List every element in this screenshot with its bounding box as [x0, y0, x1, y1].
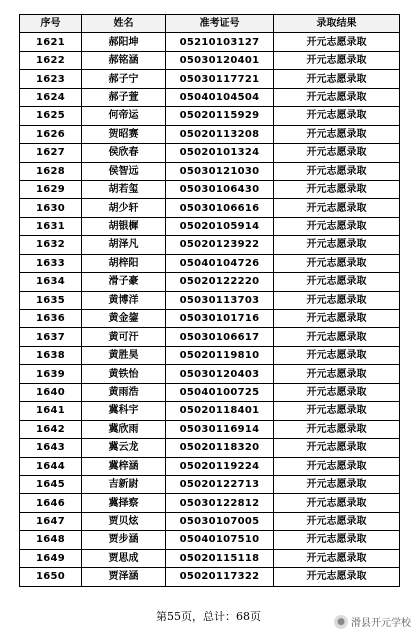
cell-serial: 1632 [20, 236, 82, 254]
cell-exam-number: 05020117322 [166, 568, 274, 586]
table-row [20, 328, 400, 346]
cell-name: 冀欣雨 [82, 420, 166, 438]
cell-serial: 1642 [20, 420, 82, 438]
cell-name: 冀云龙 [82, 439, 166, 457]
cell-exam-number: 05020122713 [166, 475, 274, 493]
cell-exam-number: 05020105914 [166, 217, 274, 235]
cell-name: 贾思成 [82, 549, 166, 567]
table-row [20, 199, 400, 217]
cell-result: 开元志愿录取 [274, 383, 400, 401]
cell-exam-number: 05030106617 [166, 328, 274, 346]
cell-serial: 1631 [20, 217, 82, 235]
cell-serial: 1627 [20, 144, 82, 162]
cell-exam-number: 05030106430 [166, 180, 274, 198]
cell-result: 开元志愿录取 [274, 439, 400, 457]
cell-name: 黄博洋 [82, 291, 166, 309]
cell-exam-number: 05020122220 [166, 273, 274, 291]
table-row [20, 254, 400, 272]
cell-name: 侯智远 [82, 162, 166, 180]
cell-name: 冀择察 [82, 494, 166, 512]
cell-serial: 1649 [20, 549, 82, 567]
cell-result: 开元志愿录取 [274, 88, 400, 106]
cell-exam-number: 05030113703 [166, 291, 274, 309]
cell-exam-number: 05020123922 [166, 236, 274, 254]
cell-exam-number: 05020113208 [166, 125, 274, 143]
cell-serial: 1625 [20, 107, 82, 125]
cell-name: 胡少轩 [82, 199, 166, 217]
table-body [20, 33, 400, 586]
table-row [20, 217, 400, 235]
cell-serial: 1641 [20, 402, 82, 420]
cell-result: 开元志愿录取 [274, 549, 400, 567]
watermark-text: 滑县开元学校 [351, 618, 411, 629]
cell-serial: 1626 [20, 125, 82, 143]
cell-serial: 1634 [20, 273, 82, 291]
cell-name: 滑子豪 [82, 273, 166, 291]
cell-result: 开元志愿录取 [274, 180, 400, 198]
table-row [20, 273, 400, 291]
cell-serial: 1647 [20, 512, 82, 530]
cell-serial: 1624 [20, 88, 82, 106]
cell-name: 冀梓涵 [82, 457, 166, 475]
cell-name: 贾贝炫 [82, 512, 166, 530]
table-row [20, 107, 400, 125]
cell-name: 胡梓阳 [82, 254, 166, 272]
cell-serial: 1635 [20, 291, 82, 309]
cell-exam-number: 05040100725 [166, 383, 274, 401]
table-row [20, 402, 400, 420]
cell-result: 开元志愿录取 [274, 328, 400, 346]
cell-exam-number: 05030121030 [166, 162, 274, 180]
cell-name: 黄铁怡 [82, 365, 166, 383]
table-row [20, 70, 400, 88]
cell-serial: 1643 [20, 439, 82, 457]
table-row [20, 439, 400, 457]
cell-name: 黄可汗 [82, 328, 166, 346]
cell-result: 开元志愿录取 [274, 475, 400, 493]
cell-name: 何帝运 [82, 107, 166, 125]
table-row [20, 144, 400, 162]
cell-exam-number: 05030106616 [166, 199, 274, 217]
cell-result: 开元志愿录取 [274, 457, 400, 475]
table-row [20, 310, 400, 328]
cell-serial: 1644 [20, 457, 82, 475]
table-row [20, 420, 400, 438]
cell-result: 开元志愿录取 [274, 568, 400, 586]
cell-name: 胡若玺 [82, 180, 166, 198]
cell-exam-number: 05020118401 [166, 402, 274, 420]
table-row [20, 125, 400, 143]
cell-result: 开元志愿录取 [274, 51, 400, 69]
cell-result: 开元志愿录取 [274, 402, 400, 420]
table-row [20, 365, 400, 383]
cell-serial: 1630 [20, 199, 82, 217]
cell-exam-number: 05020119810 [166, 346, 274, 364]
cell-serial: 1633 [20, 254, 82, 272]
table-row [20, 291, 400, 309]
table-row [20, 383, 400, 401]
cell-name: 胡银樨 [82, 217, 166, 235]
cell-name: 吉新尉 [82, 475, 166, 493]
table-row [20, 549, 400, 567]
cell-serial: 1639 [20, 365, 82, 383]
wechat-icon: ● [334, 615, 348, 629]
table-header-row [20, 15, 400, 33]
table-row [20, 51, 400, 69]
table-row [20, 494, 400, 512]
table-row [20, 180, 400, 198]
cell-exam-number: 05210103127 [166, 33, 274, 51]
cell-result: 开元志愿录取 [274, 291, 400, 309]
header-name: 姓名 [82, 15, 166, 33]
table-row [20, 531, 400, 549]
cell-serial: 1621 [20, 33, 82, 51]
cell-name: 郝子萱 [82, 88, 166, 106]
header-exam-number: 准考证号 [166, 15, 274, 33]
cell-exam-number: 05030107005 [166, 512, 274, 530]
cell-name: 黄胜昊 [82, 346, 166, 364]
cell-result: 开元志愿录取 [274, 310, 400, 328]
cell-result: 开元志愿录取 [274, 144, 400, 162]
cell-serial: 1636 [20, 310, 82, 328]
cell-result: 开元志愿录取 [274, 199, 400, 217]
cell-exam-number: 05030101716 [166, 310, 274, 328]
cell-result: 开元志愿录取 [274, 70, 400, 88]
admission-results-sheet [19, 14, 399, 587]
cell-result: 开元志愿录取 [274, 531, 400, 549]
cell-name: 贺昭赛 [82, 125, 166, 143]
cell-name: 胡泽凡 [82, 236, 166, 254]
table-row [20, 475, 400, 493]
cell-name: 黄金鋆 [82, 310, 166, 328]
cell-result: 开元志愿录取 [274, 162, 400, 180]
cell-serial: 1622 [20, 51, 82, 69]
table-row [20, 33, 400, 51]
cell-exam-number: 05020115929 [166, 107, 274, 125]
table-row [20, 512, 400, 530]
cell-serial: 1640 [20, 383, 82, 401]
cell-result: 开元志愿录取 [274, 107, 400, 125]
cell-result: 开元志愿录取 [274, 254, 400, 272]
cell-exam-number: 05020118320 [166, 439, 274, 457]
cell-result: 开元志愿录取 [274, 494, 400, 512]
cell-exam-number: 05030122812 [166, 494, 274, 512]
cell-result: 开元志愿录取 [274, 217, 400, 235]
cell-result: 开元志愿录取 [274, 33, 400, 51]
cell-exam-number: 05020119224 [166, 457, 274, 475]
admission-results-table [19, 14, 400, 587]
cell-serial: 1645 [20, 475, 82, 493]
cell-name: 贾泽涵 [82, 568, 166, 586]
table-row [20, 346, 400, 364]
cell-exam-number: 05040104504 [166, 88, 274, 106]
cell-result: 开元志愿录取 [274, 125, 400, 143]
cell-result: 开元志愿录取 [274, 273, 400, 291]
cell-serial: 1628 [20, 162, 82, 180]
cell-serial: 1650 [20, 568, 82, 586]
cell-result: 开元志愿录取 [274, 365, 400, 383]
table-row [20, 457, 400, 475]
cell-exam-number: 05030120401 [166, 51, 274, 69]
cell-exam-number: 05040104726 [166, 254, 274, 272]
table-row [20, 162, 400, 180]
cell-exam-number: 05030120403 [166, 365, 274, 383]
cell-name: 郝阳坤 [82, 33, 166, 51]
table-row [20, 568, 400, 586]
cell-name: 郝子宁 [82, 70, 166, 88]
cell-name: 黄雨浩 [82, 383, 166, 401]
table-row [20, 88, 400, 106]
page-footer: 第55页，总计：68页 [156, 610, 261, 623]
cell-exam-number: 05020101324 [166, 144, 274, 162]
cell-exam-number: 05020115118 [166, 549, 274, 567]
cell-result: 开元志愿录取 [274, 346, 400, 364]
cell-exam-number: 05030116914 [166, 420, 274, 438]
header-result: 录取结果 [274, 15, 400, 33]
cell-result: 开元志愿录取 [274, 236, 400, 254]
cell-exam-number: 05030117721 [166, 70, 274, 88]
cell-result: 开元志愿录取 [274, 512, 400, 530]
cell-serial: 1637 [20, 328, 82, 346]
cell-name: 侯欣春 [82, 144, 166, 162]
cell-serial: 1638 [20, 346, 82, 364]
watermark [334, 614, 411, 629]
cell-serial: 1646 [20, 494, 82, 512]
header-serial: 序号 [20, 15, 82, 33]
cell-exam-number: 05040107510 [166, 531, 274, 549]
cell-serial: 1623 [20, 70, 82, 88]
cell-serial: 1629 [20, 180, 82, 198]
cell-name: 冀科宇 [82, 402, 166, 420]
table-row [20, 236, 400, 254]
cell-serial: 1648 [20, 531, 82, 549]
cell-result: 开元志愿录取 [274, 420, 400, 438]
cell-name: 郝铭涵 [82, 51, 166, 69]
cell-name: 贾步涵 [82, 531, 166, 549]
